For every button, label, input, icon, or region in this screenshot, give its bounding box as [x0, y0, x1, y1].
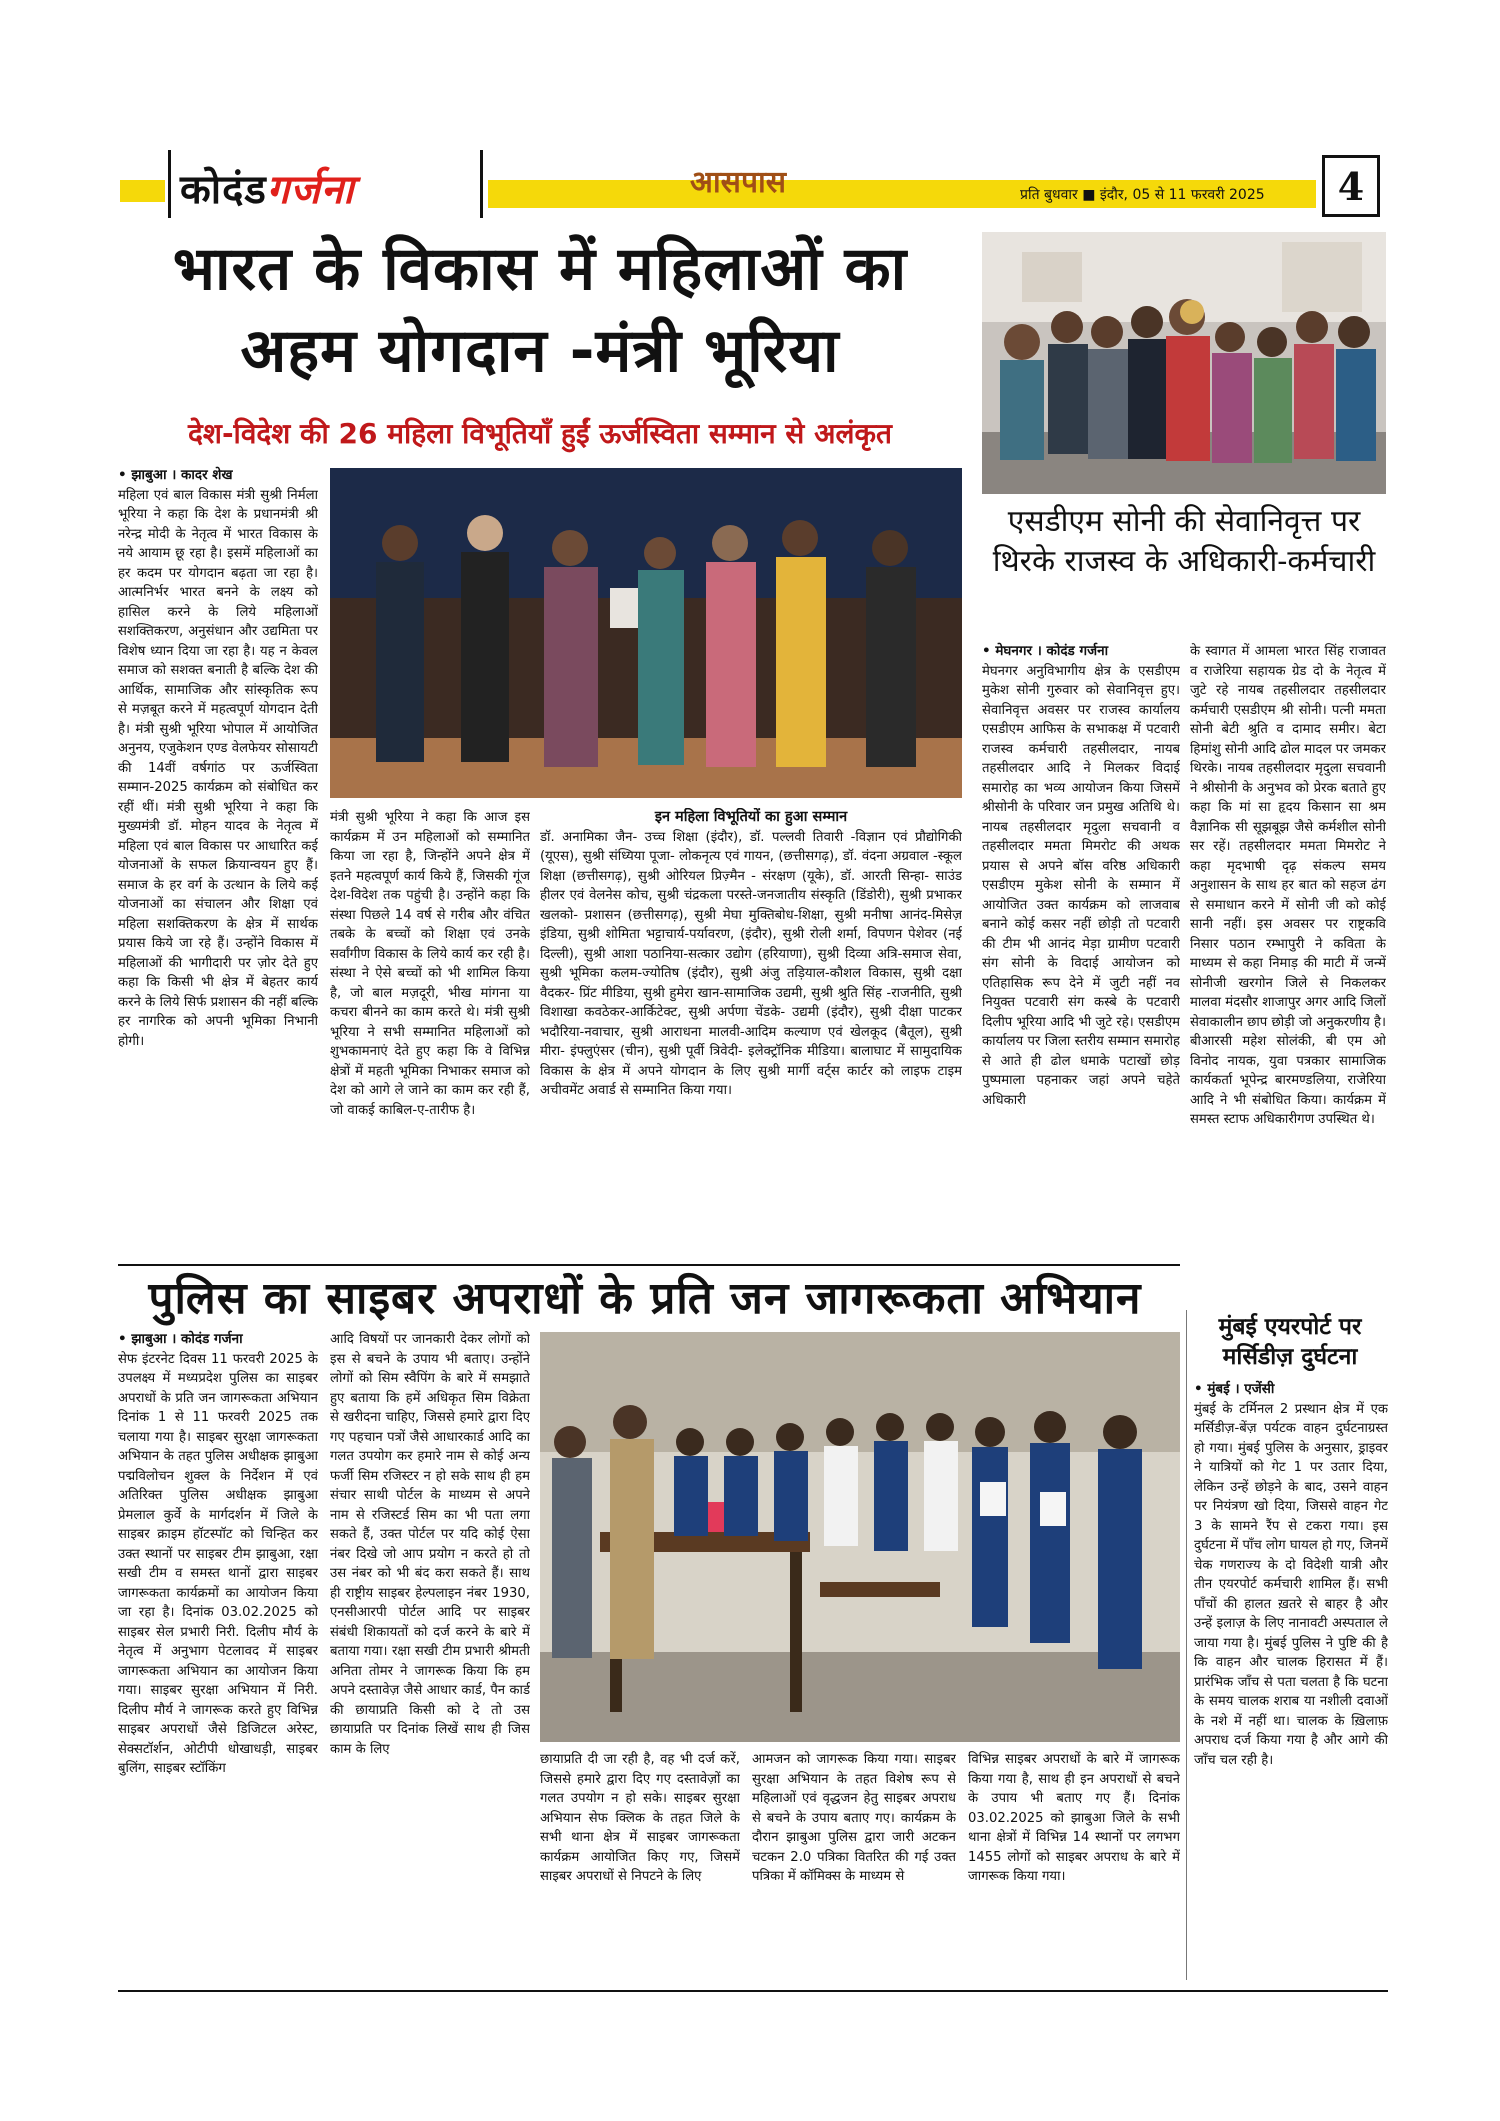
masthead-bar-left: [120, 180, 165, 202]
story2-column-1: [982, 642, 1180, 1256]
story3-column-1: [118, 1330, 318, 1980]
section-label: आसपास: [690, 165, 787, 200]
masthead-divider-left: [168, 150, 171, 218]
story1-col2-text: मंत्री सुश्री भूरिया ने कहा कि आज इस कार्यक्रम में उन महिलाओं को सम्मानित किया जा रहा है, जिन्होंने अपने क्षेत्र में इतने महत्वपूर्ण कार्य किये हैं, जिसकी गूंज देश-विदेश तक पहुंची है। उन्होंने कहा कि संस्था पिछले 14 वर्ष से गरीब और वंचित तबके के बच्चों को शिक्षा एवं उनके सर्वांगीण विकास के लिये कार्य कर रही है। संस्था ने ऐसे बच्चों को भी शामिल किया है, जो बाल मज़दूरी, भीख मांगना या कचरा बीनने का काम करते थे। मंत्री सुश्री भूरिया ने सभी सम्मानित महिलाओं को शुभकामनाएं देते हुए कहा कि वे विभिन्न क्षेत्रों में महती भूमिका निभाकर समाज को देश को आगे ले जाने का काम कर रही हैं, जो वाकई काबिल-ए-तारीफ है।: [330, 810, 530, 1118]
story3-col3-text: छायाप्रति दी जा रही है, वह भी दर्ज करें, जिससे हमारे द्वारा दिए गए दस्तावेज़ों का गलत उपयोग न हो सके। साइबर सुरक्षा अभियान सेफ क्लिक के तहत जिले के सभी थाना क्षेत्र में साइबर जागरूकता कार्यक्रम आयोजित किए गए, जिसमें साइबर अपराधों से निपटने के लिए: [540, 1752, 740, 1884]
honorees-title: इन महिला विभूतियों का हुआ सम्मान: [654, 809, 848, 825]
story2-column-2: [1190, 642, 1386, 1302]
story4-byline: • मुंबई । एजेंसी: [1194, 1381, 1275, 1397]
story2-headline: एसडीएम सोनी की सेवानिवृत्त पर थिरके राजस्व के अधिकारी-कर्मचारी: [992, 504, 1376, 579]
story4-column: [1194, 1380, 1388, 1980]
story3-col5-text: विभिन्न साइबर अपराधों के बारे में जागरूक किया गया है, साथ ही इन अपराधों से बचने के उपाय भी बताए गए हैं। दिनांक 03.02.2025 को झाबुआ जिले के सभी थाना क्षेत्रों में विभिन्न 14 स्थानों पर लगभग 1455 लोगों को साइबर अपराध के बारे में जागरूक किया गया।: [968, 1752, 1180, 1884]
story3-column-3: [540, 1750, 740, 1980]
cyber-awareness-photo: [540, 1332, 1180, 1742]
story2-byline: • मेघनगर । कोदंड गर्जना: [982, 643, 1109, 659]
story2-col1-text: मेघनगर अनुविभागीय क्षेत्र के एसडीएम मुकेश सोनी गुरुवार को सेवानिवृत्त हुए। सेवानिवृत्त अवसर पर राजस्व कार्यालय एसडीएम आफिस के सभाकक्ष में पटवारी राजस्व कर्मचारी तहसीलदार, नायब तहसीलदार आदि ने मिलकर विदाई समारोह का भव्य आयोजन किया जिसमें श्रीसोनी के परिवार जन प्रमुख अतिथि थे। नायब तहसीलदार मृदुला सचवानी व तहसीलदार ममता मिमरोट की अथक प्रयास से अपने बॉस वरिष्ठ अधिकारी एसडीएम मुकेश सोनी के सम्मान में आयोजित उक्त कार्यक्रम को लाजवाब बनाने कोई कसर नहीं छोड़ी तो पटवारी की टीम भी आनंद मेड़ा ग्रामीण पटवारी संग सोनी के विदाई आयोजन को एतिहासिक रूप देने में जुटी नहीं नव नियुक्त पटवारी संग कस्बे के पटवारी दिलीप भूरिया आदि भी जुटे रहे। एसडीएम कार्यालय पर जिला स्तरीय सम्मान समारोह से आते ही ढोल धमाके पटाखों छोड़ पुष्पमाला पहनाकर जहां अपने चहेते अधिकारी: [982, 663, 1180, 1108]
brand-text-a: कोदंड: [180, 166, 267, 213]
story3-column-2: [330, 1330, 530, 1980]
page-number: 4: [1322, 155, 1380, 217]
story1-headline-line2: अहम योगदान -मंत्री भूरिया: [240, 316, 840, 386]
story1-column-2: [330, 808, 530, 1256]
story3-column-4: [752, 1750, 956, 1980]
story1-byline: • झाबुआ । कादर शेख: [118, 467, 233, 483]
brand-text-b: गर्जना: [266, 166, 355, 213]
story1-subhead: देश-विदेश की 26 महिला विभूतियाँ हुईं ऊर्जस्विता सम्मान से अलंकृत: [188, 417, 892, 450]
dateline: प्रति बुधवार ■ इंदौर, 05 से 11 फरवरी 2025: [1020, 187, 1265, 203]
honorees-text: डॉ. अनामिका जैन- उच्च शिक्षा (इंदौर), डॉ. पल्लवी तिवारी -विज्ञान एवं प्रौद्योगिकी (यूएस), सुश्री संध्यिया पूजा- लोकनृत्य एवं गायन, (छत्तीसगढ़), डॉ. वंदना अग्रवाल -स्कूल शिक्षा (छत्तीसगढ़), सुश्री ओरियल प्रिज़्मैन - संरक्षण (यूके), डॉ. आरती सिन्हा- साउंड हीलर एवं वेलनेस कोच, सुश्री चंद्रकला परस्ते-जनजातीय संस्कृति (डिंडोरी), सुश्री प्रभाकर खलको- प्रशासन (छत्तीसगढ़), सुश्री मेघा मुक्तिबोध-शिक्षा, सुश्री मनीषा आनंद-मिसेज़ इंडिया, सुश्री शोमिता भट्टाचार्य-पर्यावरण, (इंदौर), सुश्री रोली शर्मा, विपणन पेशेवर (नई दिल्ली), सुश्री आशा पठानिया-सत्कार उद्योग (हरियाणा), सुश्री दिव्या अत्रि-समाज सेवा, सुश्री भूमिका कलम-ज्योतिष (इंदौर), सुश्री अंजु तड़ियाल-कौशल विकास, सुश्री दक्षा वैदकर- प्रिंट मीडिया, सुश्री हुमेरा खान-सामाजिक उद्यमी, सुश्री श्रुति सिंह -राजनीति, सुश्री विशाखा कवठेकर-आर्किटेक्ट, सुश्री अर्पणा चेंडके- उद्यमी (इंदौर), सुश्री दीक्षा पाटकर भदौरिया-नवाचार, सुश्री आराधना मालवी-आदिम कल्याण एवं खेलकूद (बैतूल), सुश्री मीरा- इंफ्लुएंसर (चीन), सुश्री पूर्वी त्रिवेदी- इलेक्ट्रॉनिक मीडिया। बालाघाट में सामुदायिक विकास के क्षेत्र में अपने योगदान के लिए सुश्री मार्गी वर्ट्स कार्टर को लाइफ टाइम अचीवमेंट अवार्ड से सम्मानित किया गया।: [540, 829, 962, 1098]
story3-byline: • झाबुआ । कोदंड गर्जना: [118, 1331, 243, 1347]
felicitation-photo: [982, 232, 1386, 494]
brand-logo: [180, 160, 480, 216]
story1-headline: [110, 228, 970, 398]
right-column-rule: [1186, 1310, 1187, 1980]
story3-col1-text: सेफ इंटरनेट दिवस 11 फरवरी 2025 के उपलक्ष्य में मध्यप्रदेश पुलिस का साइबर अपराधों के प्रति जन जागरूकता अभियान दिनांक 1 से 11 फरवरी 2025 तक चलाया गया है। साइबर सुरक्षा जागरूकता अभियान के तहत पुलिस अधीक्षक झाबुआ पद्मविलोचन शुक्ल के निर्देशन में एवं अतिरिक्त पुलिस अधीक्षक झाबुआ प्रेमलाल कुर्वे के मार्गदर्शन में जिले के साइबर क्राइम हॉटस्पॉट को चिन्हित कर उक्त स्थानों पर साइबर टीम झाबुआ, रक्षा सखी टीम व समस्त थानों द्वारा साइबर जागरूकता कार्यक्रमों का आयोजन किया जा रहा है। दिनांक 03.02.2025 को साइबर सेल प्रभारी निरी. दिलीप मौर्य के नेतृत्व में अनुभाग पेटलावद में साइबर जागरूकता अभियान का आयोजन किया गया। साइबर सुरक्षा अभियान में निरी. दिलीप मौर्य ने जागरूक करते हुए विभिन्न साइबर अपराधों जैसे डिजिटल अरेस्ट, सेक्सटॉर्शन, ओटीपी धोखाधड़ी, साइबर बुलिंग, साइबर स्टॉकिंग: [118, 1351, 318, 1776]
story3-col4-text: आमजन को जागरूक किया गया। साइबर सुरक्षा अभियान के तहत विशेष रूप से महिलाओं एवं वृद्धजन हेतु साइबर अपराध से बचने के उपाय बताए गए। कार्यक्रम के दौरान झाबुआ पुलिस द्वारा जारी अटकन चटकन 2.0 पत्रिका वितरित की गई उक्त पत्रिका में कॉमिक्स के माध्यम से: [752, 1752, 956, 1884]
award-ceremony-photo: [330, 468, 962, 798]
story2-col2-text: के स्वागत में आमला भारत सिंह राजावत व राजेरिया सहायक ग्रेड दो के नेतृत्व में जुटे रहे नायब तहसीलदार तहसीलदार कर्मचारी एसडीएम श्री सोनी। पत्नी ममता सोनी बेटी श्रुति व दामाद समीर। बेटा हिमांशु सोनी आदि ढोल मादल पर जमकर थिरके। नायब तहसीलदार मृदुला सचवानी ने श्रीसोनी के अनुभव को प्रेरक बताते हुए कहा कि मां सा हृदय किसान सा श्रम वैज्ञानिक सी सूझबूझ जैसे कर्मशील सोनी सर रहें। तहसीलदार ममता मिमरोट ने कहा मृदभाषी दृढ़ संकल्प समय अनुशासन के साथ हर बात को सहज ढंग से समाधान करने में सोनी जी को कोई सानी नहीं। इस अवसर पर राष्ट्रकवि निसार पठान रम्भापुरी ने कविता के माध्यम से कहा निमाड़ की माटी में जन्में सोनीजी खरगोन जिले से निकलकर मालवा मंदसौर शाजापुर अगर आदि जिलों सेवाकालीन छाप छोड़ी जो अनुकरणीय है। बीआरसी महेश सोलंकी, बी एम ओ विनोद नायक, युवा पत्रकार सामाजिक कार्यकर्ता भूपेन्द्र बारमण्डलिया, राजेरिया आदि ने भी संबोधित किया। कार्यक्रम में समस्त स्टाफ अधिकारीगण उपस्थित थे।: [1190, 644, 1386, 1127]
story1-headline-line1: भारत के विकास में महिलाओं का: [172, 234, 908, 304]
story4-headline: मुंबई एयरपोर्ट पर मर्सिडीज़ दुर्घटना: [1218, 1314, 1362, 1370]
story1-col1-text: महिला एवं बाल विकास मंत्री सुश्री निर्मला भूरिया ने कहा कि देश के प्रधानमंत्री श्री नरेन्द्र मोदी के नेतृत्व में भारत विकास के नये आयाम छू रहा है। इसमें महिलाओं का हर कदम पर योगदान बढ़ता जा रहा है। आत्मनिर्भर भारत बनने के लक्ष्य को हासिल करने के लिये महिलाओं सशक्तिकरण, अनुसंधान और उद्यमिता पर विशेष ध्यान दिया जा रहा है। यह न केवल समाज को सशक्त बनाती है बल्कि देश की आर्थिक, सामाजिक और सांस्कृतिक रूप से मज़बूत करने में महत्वपूर्ण योगदान देती है। मंत्री सुश्री भूरिया भोपाल में आयोजित अनुनय, एजुकेशन एण्ड वेलफेयर सोसायटी की 14वीं वर्षगांठ पर ऊर्जस्विता सम्मान-2025 कार्यक्रम को संबोधित कर रहीं थीं। मंत्री सुश्री भूरिया ने कहा कि मुख्यमंत्री डॉ. मोहन यादव के नेतृत्व में महिला एवं बाल विकास पर आधारित कई योजनाओं के सफल क्रियान्वयन हुए हैं। समाज के हर वर्ग के उत्थान के लिये कई योजनाओं का संचालन और शिक्षा एवं महिला सशक्तिकरण के क्षेत्र में सार्थक प्रयास किये जा रहे हैं। उन्होंने विकास में महिलाओं की भागीदारी पर ज़ोर देते हुए कहा कि किसी भी क्षेत्र में बेहतर कार्य करने के लिये सिर्फ प्रशासन की नहीं बल्कि हर नागरिक को अपनी भूमिका निभानी होगी।: [118, 487, 318, 1049]
story3-column-5: [968, 1750, 1180, 1980]
story4-text: मुंबई के टर्मिनल 2 प्रस्थान क्षेत्र में एक मर्सिडीज़-बेंज़ पर्यटक वाहन दुर्घटनाग्रस्त हो गया। मुंबई पुलिस के अनुसार, ड्राइवर ने यात्रियों को गेट 1 पर उतार दिया, लेकिन उन्हें छोड़ने के बाद, उसने वाहन पर नियंत्रण खो दिया, जिससे वाहन गेट 3 के सामने रैंप से टकरा गया। इस दुर्घटना में पाँच लोग घायल हो गए, जिनमें चेक गणराज्य के दो विदेशी यात्री और तीन एयरपोर्ट कर्मचारी शामिल हैं। सभी पाँचों की हालत ख़तरे से बाहर है और उन्हें इलाज़ के लिए नानावटी अस्पताल ले जाया गया है। मुंबई पुलिस ने पुष्टि की है कि वाहन और चालक हिरासत में हैं। प्रारंभिक जाँच से पता चलता है कि घटना के समय चालक शराब या नशीली दवाओं के नशे में नहीं था। चालक के ख़िलाफ़ अपराध दर्ज किया गया है और आगे की जाँच चल रही है।: [1194, 1401, 1388, 1768]
page-bottom-rule: [118, 1990, 1388, 1992]
story3-headline: पुलिस का साइबर अपराधों के प्रति जन जागरूकता अभियान: [148, 1273, 1142, 1324]
masthead-divider-right: [480, 150, 483, 218]
story1-honorees-box: [540, 808, 962, 1256]
story1-column-1: [118, 466, 318, 1256]
story3-col2-text: आदि विषयों पर जानकारी देकर लोगों को इस से बचने के उपाय भी बताए। उन्होंने लोगों को सिम स्वैपिंग के बारे में समझाते हुए बताया कि हमें अधिकृत सिम विक्रेता से खरीदना चाहिए, जिससे हमारे द्वारा दिए गए पहचान पत्रों जैसे आधारकार्ड आदि का गलत उपयोग कर हमारे नाम से कोई अन्य फर्जी सिम रजिस्टर न हो सके साथ ही हम संचार साथी पोर्टल के माध्यम से अपने नाम से रजिस्टर्ड सिम का भी पता लगा सकते हैं, उक्त पोर्टल पर यदि कोई ऐसा नंबर दिखे जो आप प्रयोग न करते हो तो उस नंबर को भी बंद करा सकते हैं। साथ ही राष्ट्रीय साइबर हेल्पलाइन नंबर 1930, एनसीआरपी पोर्टल आदि पर साइबर संबंधी शिकायतों को दर्ज करने के बारे में बताया गया। रक्षा सखी टीम प्रभारी श्रीमती अनिता तोमर ने जागरूक किया कि हम अपने दस्तावेज़ जैसे आधार कार्ड, पैन कार्ड की छायाप्रति किसी को दे तो उस छायाप्रति पर दिनांक लिखें साथ ही जिस काम के लिए: [330, 1332, 530, 1757]
